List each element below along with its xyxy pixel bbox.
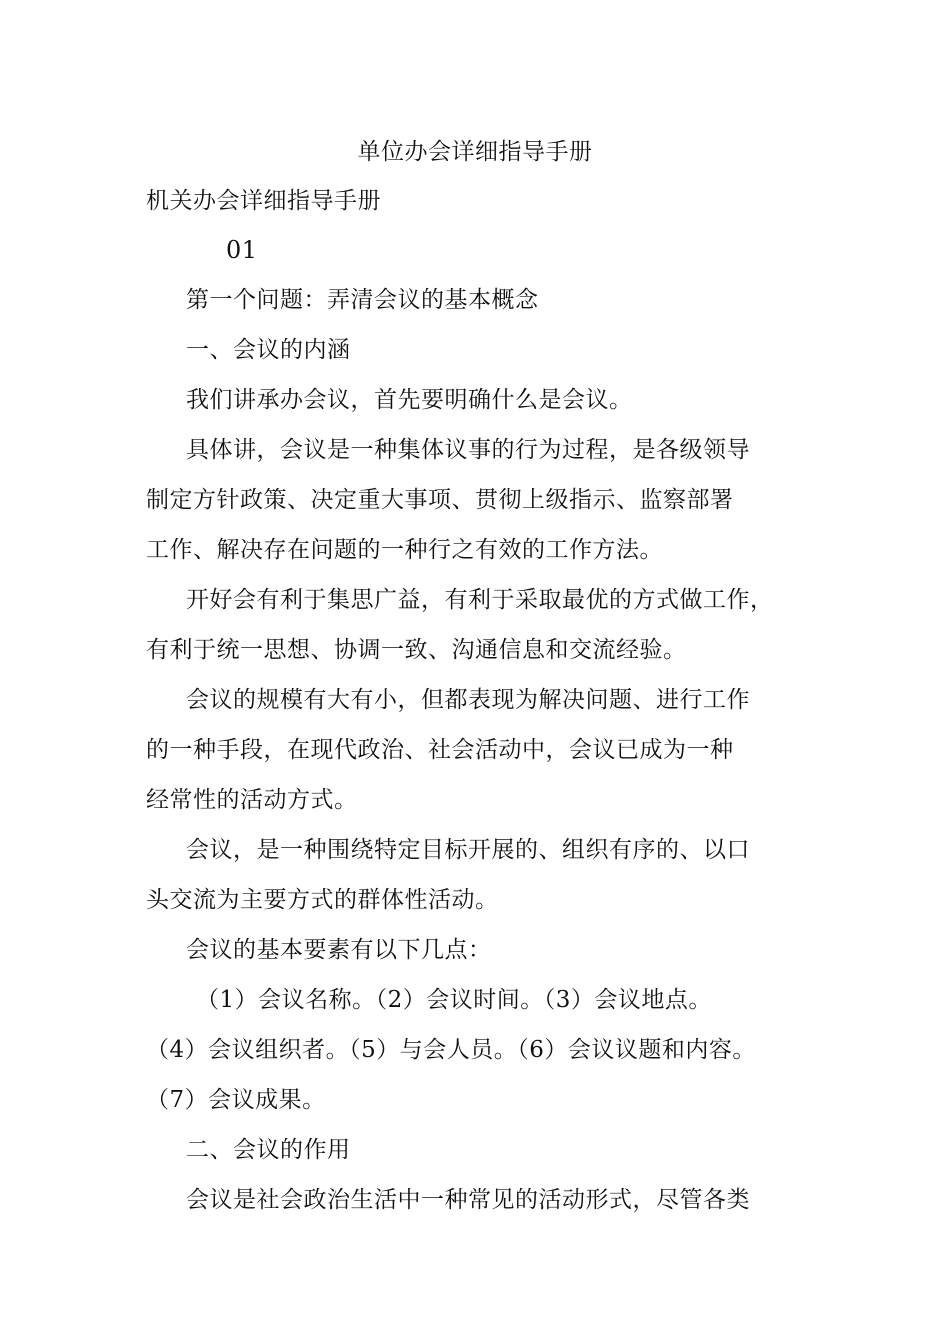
elements-list-line: （1）会议名称。（2）会议时间。（3）会议地点。	[196, 987, 712, 1013]
paragraph-line: 会议的规模有大有小，但都表现为解决问题、进行工作	[186, 687, 750, 713]
section-heading-function: 二、会议的作用	[186, 1137, 351, 1163]
paragraph-line: 制定方针政策、决定重大事项、贯彻上级指示、监察部署	[146, 487, 734, 513]
paragraph-line: 具体讲，会议是一种集体议事的行为过程，是各级领导	[186, 437, 750, 463]
paragraph-line: 头交流为主要方式的群体性活动。	[146, 887, 499, 913]
section-number: 01	[226, 236, 258, 264]
paragraph-line: 经常性的活动方式。	[146, 787, 358, 813]
paragraph-line: 会议的基本要素有以下几点：	[186, 937, 492, 963]
elements-list-line: （4）会议组织者。（5）与会人员。（6）会议议题和内容。	[146, 1037, 756, 1063]
paragraph-line: 会议，是一种围绕特定目标开展的、组织有序的、以口	[186, 837, 750, 863]
question-heading: 第一个问题：弄清会议的基本概念	[186, 287, 539, 313]
elements-list-line: （7）会议成果。	[146, 1087, 326, 1113]
section-heading-connotation: 一、会议的内涵	[186, 337, 351, 363]
document-title: 单位办会详细指导手册	[357, 139, 593, 165]
paragraph-line: 开好会有利于集思广益，有利于采取最优的方式做工作，	[186, 587, 774, 613]
paragraph-line: 的一种手段，在现代政治、社会活动中，会议已成为一种	[146, 737, 734, 763]
paragraph-line: 工作、解决存在问题的一种行之有效的工作方法。	[146, 537, 663, 563]
paragraph-line: 有利于统一思想、协调一致、沟通信息和交流经验。	[146, 637, 687, 663]
paragraph-line: 我们讲承办会议，首先要明确什么是会议。	[186, 387, 633, 413]
document-subtitle: 机关办会详细指导手册	[146, 188, 381, 214]
paragraph-line: 会议是社会政治生活中一种常见的活动形式，尽管各类	[186, 1187, 750, 1213]
